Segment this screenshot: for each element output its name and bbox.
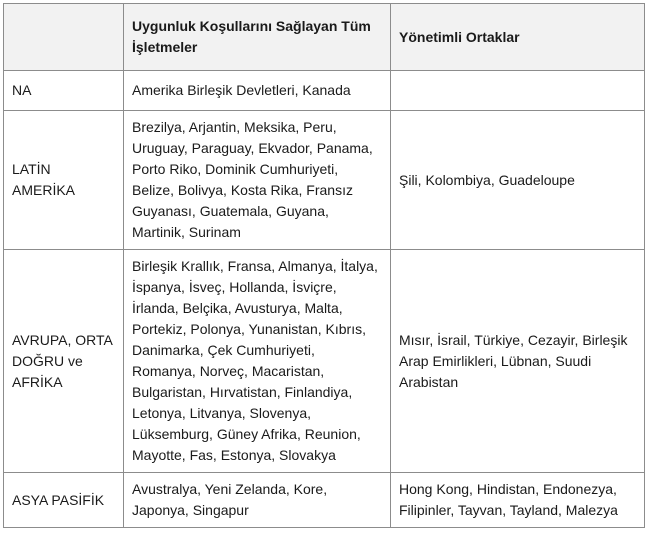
- regions-table: [3, 3, 645, 528]
- managed-countries-cell: Mısır, İsrail, Türkiye, Cezayir, Birleşik Arap Emirlikleri, Lübnan, Suudi Arabistan: [391, 250, 645, 473]
- eligible-countries-cell: Birleşik Krallık, Fransa, Almanya, İtalya, İspanya, İsveç, Hollanda, İsviçre, İrlanda, Belçika, Avusturya, Malta, Portekiz, Polonya, Yunanistan, Kıbrıs, Danimarka, Çek Cumhuriyeti, Romanya, Norveç, Macaristan, Bulgaristan, Hırvatistan, Finlandiya, Letonya, Litvanya, Slovenya, Lüksemburg, Güney Afrika, Reunion, Mayotte, Fas, Estonya, Slovakya: [124, 250, 391, 473]
- header-region: [4, 4, 124, 71]
- eligible-countries-cell: Brezilya, Arjantin, Meksika, Peru, Uruguay, Paraguay, Ekvador, Panama, Porto Riko, Dominik Cumhuriyeti, Belize, Bolivya, Kosta Rika, Fransız Guyanası, Guatemala, Guyana, Martinik, Surinam: [124, 111, 391, 250]
- header-managed-partners: Yönetimli Ortaklar: [391, 4, 645, 71]
- managed-countries-cell: Şili, Kolombiya, Guadeloupe: [391, 111, 645, 250]
- table-row: [4, 71, 645, 111]
- region-cell: ASYA PASİFİK: [4, 473, 124, 528]
- region-cell: AVRUPA, ORTA DOĞRU ve AFRİKA: [4, 250, 124, 473]
- eligible-countries-cell: Avustralya, Yeni Zelanda, Kore, Japonya, Singapur: [124, 473, 391, 528]
- header-eligible-businesses: Uygunluk Koşullarını Sağlayan Tüm İşletmeler: [124, 4, 391, 71]
- table-row: [4, 473, 645, 528]
- table-row: [4, 250, 645, 473]
- region-cell: LATİN AMERİKA: [4, 111, 124, 250]
- eligible-countries-cell: Amerika Birleşik Devletleri, Kanada: [124, 71, 391, 111]
- table-body: [4, 71, 645, 528]
- managed-countries-cell: [391, 71, 645, 111]
- table-header: [4, 4, 645, 71]
- managed-countries-cell: Hong Kong, Hindistan, Endonezya, Filipinler, Tayvan, Tayland, Malezya: [391, 473, 645, 528]
- header-row: [4, 4, 645, 71]
- table-row: [4, 111, 645, 250]
- region-cell: NA: [4, 71, 124, 111]
